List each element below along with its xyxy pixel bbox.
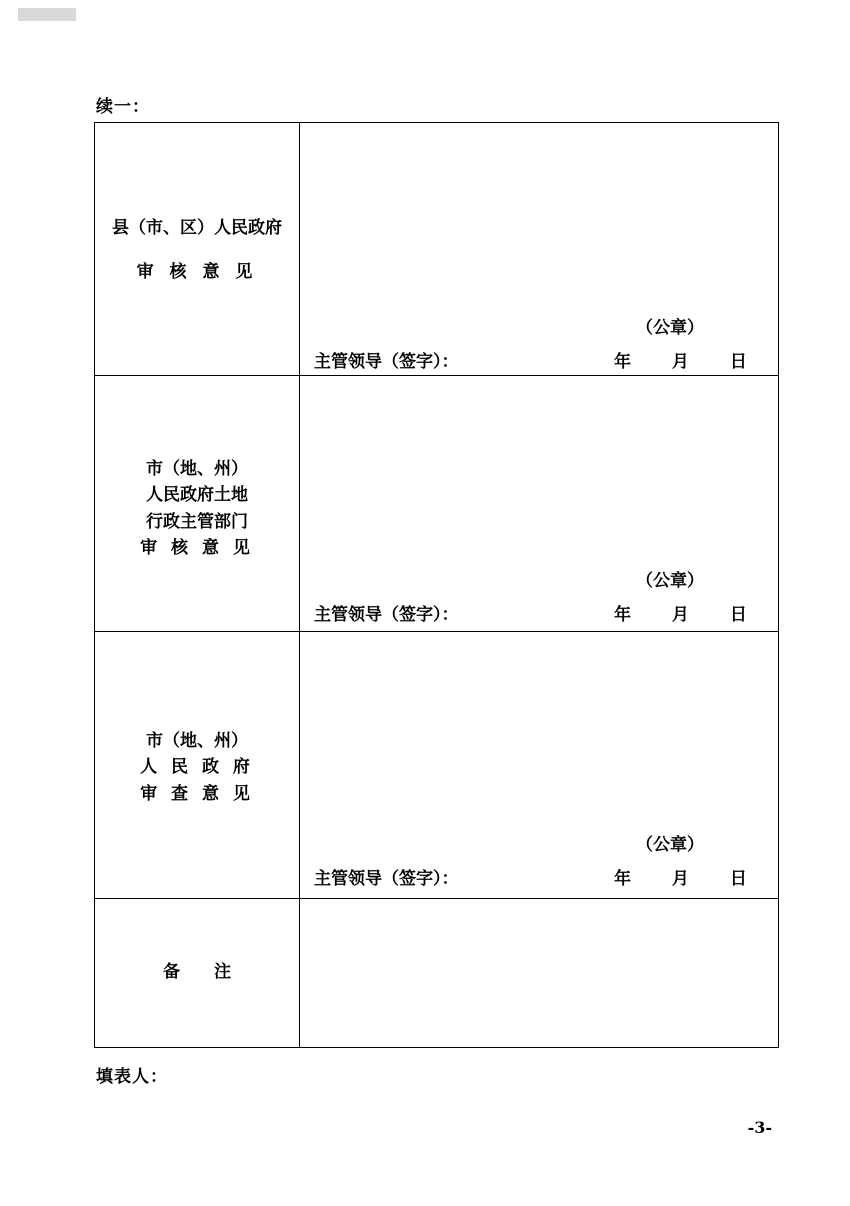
row-label-line: 县（市、区）人民政府	[112, 218, 282, 238]
row-label-remarks	[95, 899, 300, 1048]
row-label-line: 审 查 意 见	[140, 783, 254, 804]
date-placeholder	[614, 600, 782, 625]
month-label: 月	[671, 352, 689, 372]
row-label-city-land-department	[95, 376, 300, 632]
row-content-city-government[interactable]	[300, 632, 779, 899]
signature-row	[314, 600, 768, 625]
day-label: 日	[729, 869, 747, 889]
row-label-line: 市（地、州）	[146, 459, 248, 479]
table-row	[95, 123, 779, 376]
year-label: 年	[614, 869, 631, 889]
signature-row	[314, 347, 768, 372]
seal-placeholder: （公章）	[636, 571, 704, 591]
day-label: 日	[729, 352, 747, 372]
month-label: 月	[671, 605, 689, 625]
row-label-line: 人民政府土地	[146, 485, 248, 506]
row-label-line: 审 核 意 见	[136, 262, 258, 283]
row-label-line: 备 注	[163, 962, 231, 982]
row-content-remarks[interactable]	[300, 899, 779, 1048]
month-label: 月	[671, 869, 689, 889]
page-number: -3-	[747, 1118, 772, 1137]
signature-label: 主管领导（签字）：	[314, 352, 459, 372]
row-label-county-government	[95, 123, 300, 376]
row-label-line: 行政主管部门	[146, 511, 248, 532]
year-label: 年	[614, 605, 631, 625]
row-content-city-land-department[interactable]	[300, 376, 779, 632]
seal-placeholder: （公章）	[636, 318, 704, 338]
row-label-line: 人 民 政 府	[140, 757, 254, 778]
signature-label: 主管领导（签字）：	[314, 869, 459, 889]
seal-placeholder: （公章）	[636, 835, 704, 855]
table-row	[95, 376, 779, 632]
table-row	[95, 632, 779, 899]
row-label-line: 市（地、州）	[146, 731, 248, 751]
row-content-county-government[interactable]	[300, 123, 779, 376]
date-placeholder	[614, 347, 782, 372]
row-label-line: 审 核 意 见	[140, 538, 254, 559]
continuation-label: 续一：	[96, 97, 150, 117]
approval-form-table	[94, 122, 779, 1048]
row-label-city-government	[95, 632, 300, 899]
date-placeholder	[614, 864, 782, 889]
signature-label: 主管领导（签字）：	[314, 605, 459, 625]
day-label: 日	[729, 605, 747, 625]
table-row	[95, 899, 779, 1048]
filler-label: 填表人：	[96, 1067, 168, 1087]
signature-row	[314, 864, 768, 889]
year-label: 年	[614, 352, 631, 372]
